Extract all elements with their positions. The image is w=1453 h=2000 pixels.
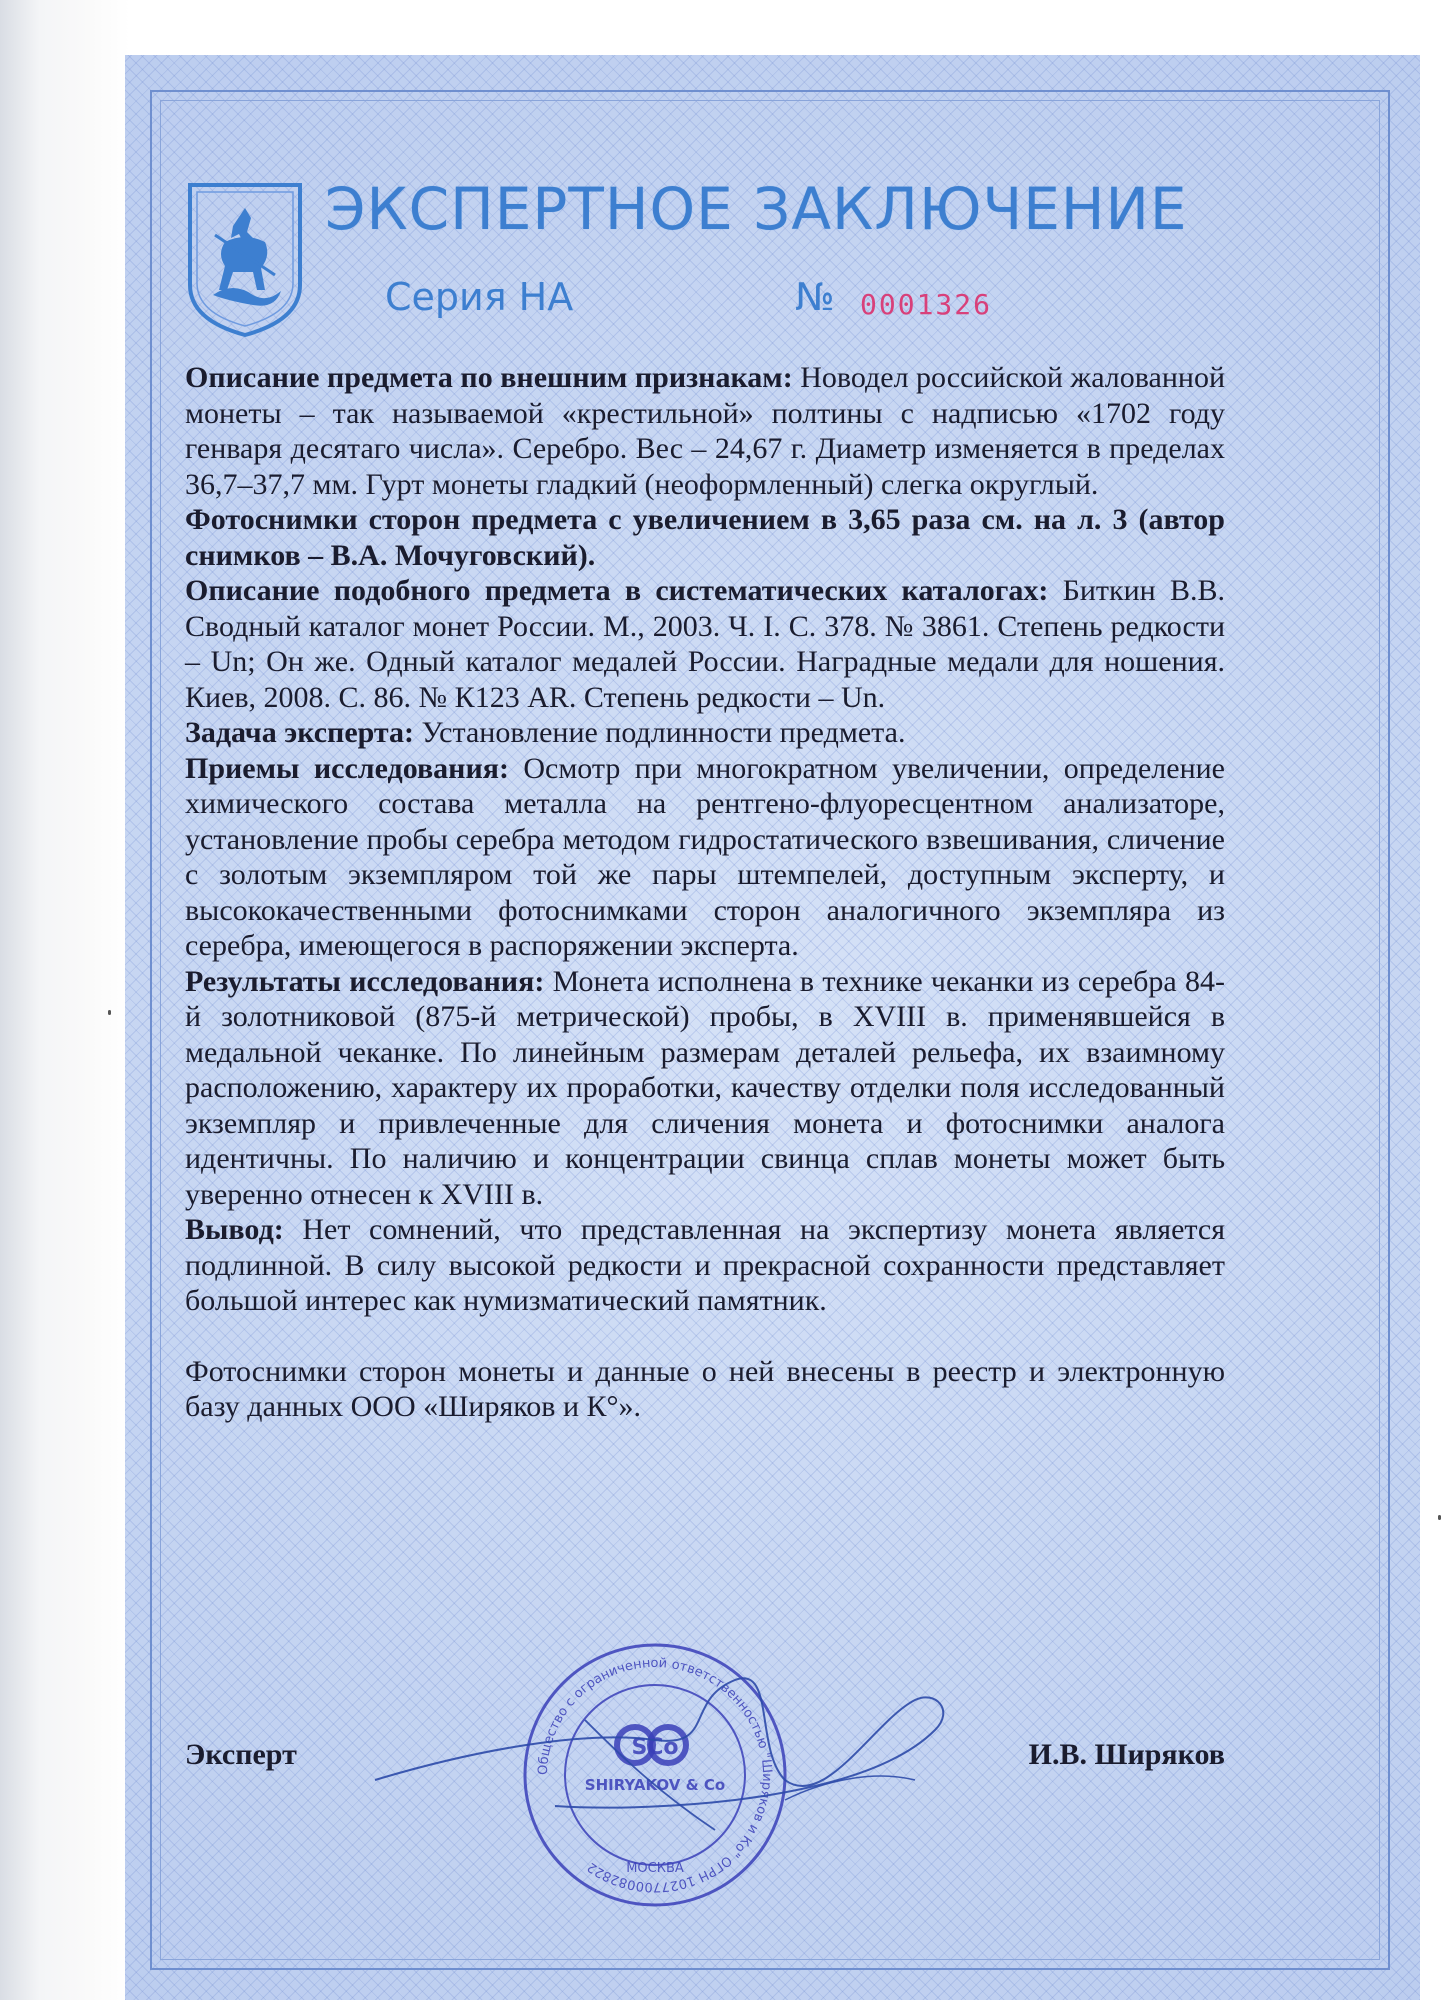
registry-text: Фотоснимки сторон монеты и данные о ней внесены в реестр и электронную базу данных ООО «Ширяков и К°». [185, 1354, 1225, 1423]
results-text: Монета исполнена в технике чеканки из серебра 84-й золотниковой (875-й метрической) пробы, в XVIII в. применявшейся в медальной чеканке. По линейным размерам деталей рельефа, их взаимному расположению, характеру их проработки, качеству отделки поля исследованный экземпляр и привлеченные для сличения монета и фотоснимки аналога идентичны. По наличию и концентрации свинца сплав монеты может быть уверенно отнесен к XVIII в. [185, 964, 1225, 1211]
results-label: Результаты исследования: [185, 964, 545, 998]
expert-name: И.В. Ширяков [1028, 1738, 1225, 1771]
catalogs-text: Биткин В.В. Сводный каталог монет России. М., 2003. Ч. I. С. 378. № 3861. Степень редкости – Un; Он же. Одный каталог медалей России. Наградные медали для ношения. Киев, 2008. С. 86. № К123 AR. Степень редкости – Un. [185, 574, 1225, 714]
conclusion-label: Вывод: [185, 1213, 284, 1246]
document-title: ЭКСПЕРТНОЕ ЗАКЛЮЧЕНИЕ [325, 175, 1188, 243]
seal-logo: SCo [631, 1735, 679, 1760]
seal-company: SHIRYAKOV & Co [584, 1776, 726, 1794]
expert-label: Эксперт [185, 1738, 297, 1771]
methods-label: Приемы исследования: [185, 751, 509, 785]
conclusion-text: Нет сомнений, что представленная на экспертизу монета является подлинной. В силу высокой редкости и прекрасной сохранности представляет большой интерес как нумизматический памятник. [185, 1213, 1226, 1317]
description-text: Новодел российской жалованной монеты – так называемой «крестильной» полтины с надписью «1702 году генваря десятаго числа». Серебро. Вес – 24,67 г. Диаметр изменяется в пределах 36,7–37,7 мм. Гурт монеты гладкий (неоформленный) слегка округлый. [185, 361, 1226, 501]
serial-number: 0001326 [860, 288, 993, 321]
catalogs-paragraph [185, 573, 1225, 715]
handwritten-signature [355, 1660, 975, 1850]
seal-city: МОСКВА [626, 1861, 684, 1876]
photos-text: Фотоснимки сторон предмета с увеличением в 3,65 раза см. на л. 3 (автор снимков – В.А. Мочуговский). [185, 503, 1225, 572]
registry-paragraph [185, 1354, 1225, 1425]
methods-paragraph [185, 751, 1225, 964]
scan-dust-left [108, 1010, 111, 1015]
catalogs-label: Описание подобного предмета в систематических каталогах: [185, 574, 1049, 607]
conclusion-paragraph [185, 1212, 1225, 1319]
paragraph-spacer [185, 1319, 1225, 1354]
seal-ring-text: Общество с ограниченной ответственностью "Ширяков и Ко" ОГРН 1027700082822 [535, 1655, 775, 1895]
series-label: Серия НА [385, 275, 574, 319]
task-label: Задача эксперта: [185, 716, 415, 749]
methods-text: Осмотр при многократном увеличении, определение химического состава металла на рентгено-флуоресцентном анализаторе, установление пробы серебра методом гидростатического взвешивания, сличение с золотым экземпляром той же пары штемпелей, доступным эксперту, и высококачественными фотоснимками сторон аналогичного экземпляра из серебра, имеющегося в распоряжении эксперта. [185, 751, 1225, 962]
number-label: № [795, 275, 835, 319]
scan-dust-right [1438, 1515, 1441, 1520]
description-paragraph [185, 360, 1225, 502]
moscow-coat-of-arms-icon [185, 180, 305, 340]
description-label: Описание предмета по внешним признакам: [185, 361, 793, 394]
task-text: Установление подлинности предмета. [421, 716, 906, 749]
results-paragraph [185, 964, 1225, 1213]
photos-paragraph [185, 502, 1225, 573]
document-body [185, 360, 1225, 1425]
task-paragraph [185, 715, 1225, 751]
